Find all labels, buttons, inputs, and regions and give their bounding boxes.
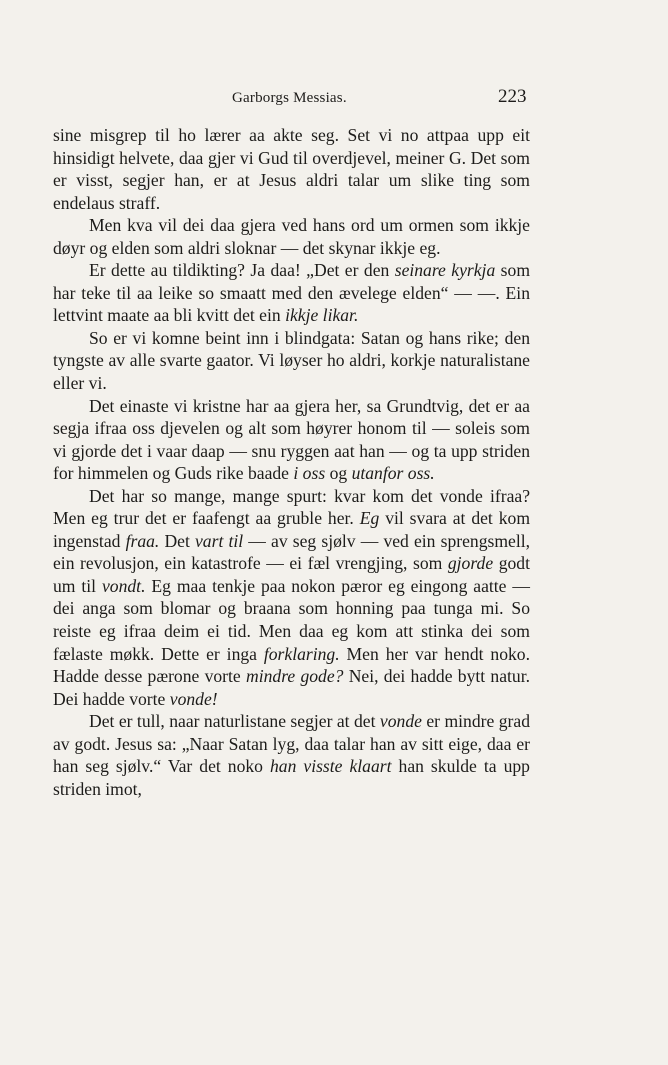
paragraph	[53, 710, 530, 800]
italic-text: fraa.	[125, 530, 160, 551]
paragraph	[53, 327, 530, 395]
running-title: Garborgs Messias.	[232, 90, 347, 106]
text-run: som har teke til aa leike so smaatt med den ævelege elden“ — —. Ein lettvint maate aa bli kvitt det ein	[53, 260, 530, 326]
text-run: han skulde ta upp striden imot,	[53, 756, 530, 799]
italic-text: utanfor oss.	[351, 463, 435, 484]
italic-text: vonde!	[169, 688, 218, 709]
italic-text: forklaring.	[263, 643, 340, 664]
body-text	[53, 124, 530, 800]
italic-text: ikkje likar.	[285, 305, 359, 326]
text-run: vil svara at det kom ingenstad	[53, 508, 531, 551]
paragraph	[53, 214, 530, 259]
text-run: Eg maa tenkje paa nokon pæror eg eingong aatte — dei anga som blomar og braana som honning paa tunga mi. So reiste eg ifraa deim ei tid. Men daa eg kom att stinka dei som fælaste møkk. Dette er inga	[53, 575, 530, 664]
italic-text: gjorde	[447, 553, 494, 574]
italic-text: mindre gode?	[246, 666, 344, 687]
italic-text: seinare kyrkja	[394, 260, 496, 281]
paragraph	[53, 485, 530, 710]
text-run: Men her var hendt noko. Hadde desse pærone vorte	[53, 643, 530, 687]
text-run: — av seg sjølv — ved ein sprengsmell, ein revolusjon, ein katastrofe — ei fæl vrengjing, som	[53, 530, 531, 574]
paragraph	[53, 124, 530, 214]
italic-text: vondt.	[101, 575, 146, 596]
text-run: Er dette au tildikting? Ja daa! „Det er den	[89, 260, 395, 281]
paragraph	[53, 395, 530, 485]
italic-text: Eg	[359, 508, 380, 529]
italic-text: i oss	[293, 463, 326, 484]
italic-text: han visste klaart	[269, 756, 392, 777]
text-run: Det har so mange, mange spurt: kvar kom det vonde ifraa? Men eg trur det er faafengt aa gruble her.	[53, 485, 530, 529]
text-run: og	[325, 463, 352, 484]
text-run: Det er tull, naar naturlistane segjer at det	[89, 711, 380, 732]
italic-text: vonde	[379, 711, 422, 732]
text-run: So er vi komne beint inn i blindgata: Satan og hans rike; den tyngste av alle svarte gaator. Vi løyser ho aldri, korkje naturalistane eller vi.	[53, 327, 530, 394]
text-run: godt um til	[53, 553, 530, 596]
paragraph	[53, 259, 530, 327]
text-run: Det	[159, 530, 195, 551]
text-run: Det einaste vi kristne har aa gjera her, sa Grundtvig, det er aa segja ifraa oss djevelen og alt som høyrer honom til — soleis som vi gjorde det i vaar daap — snu ryggen aat han — og ta upp striden for himmelen og Guds rike baade	[53, 395, 530, 484]
text-run: er mindre grad av godt. Jesus sa: „Naar Satan lyg, daa talar han av sitt eige, daa er han seg sjølv.“ Var det noko	[53, 711, 530, 777]
page-header	[0, 88, 668, 112]
text-run: sine misgrep til ho lærer aa akte seg. Set vi no attpaa upp eit hinsidigt helvete, daa gjer vi Gud til overdjevel, meiner G. Det som er visst, segjer han, er at Jesus aldri talar um slike ting som endelaus straff.	[53, 125, 530, 213]
italic-text: vart til	[195, 530, 244, 551]
text-run: Men kva vil dei daa gjera ved hans ord um ormen som ikkje døyr og elden som aldri sloknar — det skynar ikkje eg.	[53, 215, 530, 258]
page-number: 223	[498, 86, 527, 107]
text-run: Nei, dei hadde bytt natur. Dei hadde vorte	[53, 666, 530, 709]
